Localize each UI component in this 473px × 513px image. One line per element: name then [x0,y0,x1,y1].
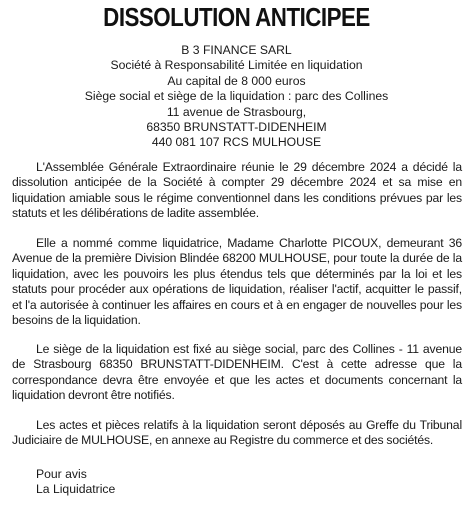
company-header [0,43,473,151]
rcs-number: 440 081 107 RCS MULHOUSE [151,135,322,150]
paragraph-filing: Les actes et pièces relatifs à la liquidation seront déposés au Greffe du Tribunal Judiciaire de MULHOUSE, en annexe au Registre du commerce et des sociétés. [12,418,462,448]
city-postcode: 68350 BRUNSTATT-DIDENHEIM [146,120,327,135]
street-address: 11 avenue de Strasbourg, [166,104,307,119]
share-capital: Au capital de 8 000 euros [167,73,306,88]
registered-seat: Siège social et siège de la liquidation : parc des Collines [84,89,389,104]
company-name: B 3 FINANCE SARL [181,43,292,57]
paragraph-liquidator: Elle a nommé comme liquidatrice, Madame Charlotte PICOUX, demeurant 36 Avenue de la première Division Blindée 68200 MULHOUSE, pour toute la durée de la liquidation, avec les pouvoirs les plus étendus tels que déterminés par la loi et les statuts pour procéder aux opérations de liquidation, réaliser l'actif, acquitter le passif, et l'a autorisée à continuer les affaires en cours et à en engager de nouvelles pour les besoins de la liquidation. [12,236,462,328]
paragraph-liquidation-seat: Le siège de la liquidation est fixé au siège social, parc des Collines - 11 avenue de Strasbourg 68350 BRUNSTATT-DIDENHEIM. C'est à cette adresse que la correspondance devra être envoyée et que les actes et documents concernant la liquidation devront être notifiés. [12,342,462,403]
legal-form: Société à Responsabilité Limitée en liquidation [110,58,363,73]
notice-title: DISSOLUTION ANTICIPEE [103,2,370,32]
closing-formula: Pour avis [36,467,87,481]
signatory: La Liquidatrice [36,482,116,497]
paragraph-dissolution: L'Assemblée Générale Extraordinaire réunie le 29 décembre 2024 a décidé la dissolution anticipée de la Société à compter 29 décembre 2024 et sa mise en liquidation amiable sous le régime conventionnel dans les conditions prévues par les statuts et les délibérations de ladite assemblée. [12,160,462,221]
signature-block [36,467,115,498]
